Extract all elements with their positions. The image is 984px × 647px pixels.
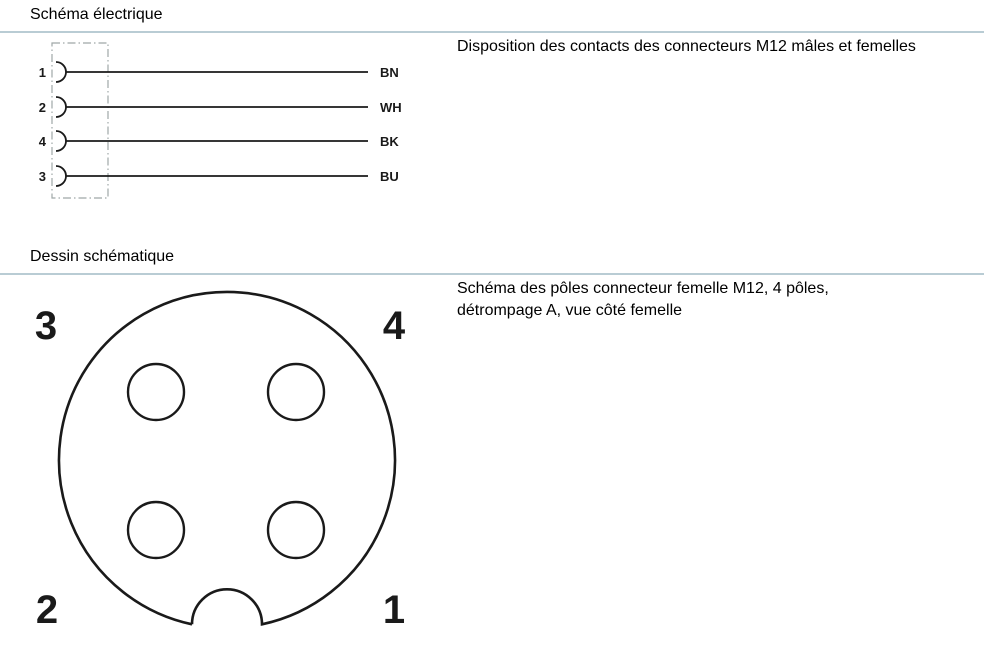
contact-row (39, 131, 400, 151)
contact-row (39, 166, 399, 186)
wire-color-label: BN (380, 65, 399, 80)
connector-boundary-box (52, 43, 108, 198)
pin-number-label: 2 (38, 100, 46, 115)
connector-outline (59, 292, 395, 624)
pole-label-top-left: 3 (34, 304, 58, 348)
socket-hole-1 (268, 502, 324, 558)
contact-row (39, 62, 399, 82)
section-divider (0, 31, 984, 33)
section-title-schematic: Dessin schématique (30, 248, 175, 265)
socket-contact-arc (56, 131, 66, 151)
caption-electrical: Disposition des contacts des connecteurs M12 mâles et femelles (457, 38, 916, 55)
pin-number-label: 3 (38, 169, 46, 184)
pin-number-label: 4 (38, 134, 46, 149)
pole-label-top-right: 4 (382, 304, 406, 348)
socket-hole-3 (128, 364, 184, 420)
wiring-diagram (0, 38, 440, 218)
wire-color-label: BK (380, 134, 399, 149)
wire-color-label: BU (380, 169, 399, 184)
socket-hole-4 (268, 364, 324, 420)
pin-number-label: 1 (38, 65, 46, 80)
socket-contact-arc (56, 166, 66, 186)
socket-contact-arc (56, 62, 66, 82)
caption-schematic-line1: Schéma des pôles connecteur femelle M12, 4 pôles, (457, 280, 829, 297)
socket-contact-arc (56, 97, 66, 117)
wire-color-label: WH (380, 100, 402, 115)
section-divider (0, 273, 984, 275)
connector-face-diagram (0, 278, 440, 647)
caption-schematic (457, 278, 977, 322)
pole-label-bottom-right: 1 (382, 588, 406, 632)
caption-schematic-line2: détrompage A, vue côté femelle (457, 302, 683, 319)
section-title-electrical: Schéma électrique (30, 6, 163, 23)
pole-label-bottom-left: 2 (35, 588, 59, 632)
socket-hole-2 (128, 502, 184, 558)
contact-row (39, 97, 402, 117)
